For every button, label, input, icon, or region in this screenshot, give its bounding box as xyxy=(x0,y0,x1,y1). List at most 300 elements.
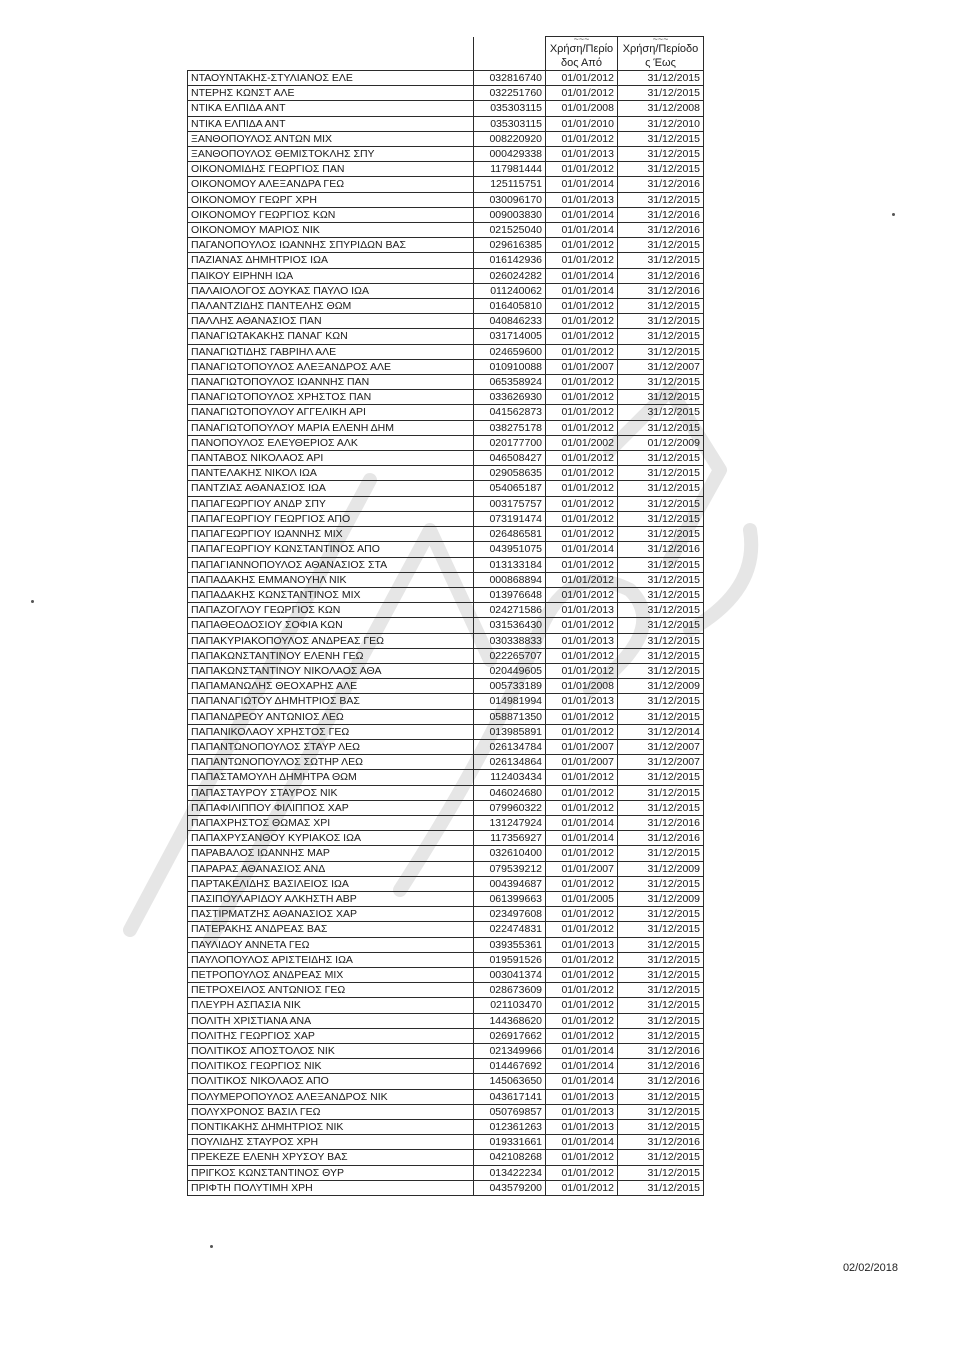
from-date-cell: 01/01/2014 xyxy=(546,177,618,192)
from-date-cell: 01/01/2012 xyxy=(546,1013,618,1028)
afm-cell: 050769857 xyxy=(474,1104,546,1119)
afm-cell: 046508427 xyxy=(474,451,546,466)
afm-cell: 030338833 xyxy=(474,633,546,648)
from-date-cell: 01/01/2007 xyxy=(546,739,618,754)
header-name-cell xyxy=(188,37,474,71)
table-row xyxy=(188,755,704,770)
afm-cell: 026024282 xyxy=(474,268,546,283)
table-row xyxy=(188,587,704,602)
afm-cell: 022474831 xyxy=(474,922,546,937)
table-row xyxy=(188,663,704,678)
to-date-cell: 31/12/2015 xyxy=(618,314,704,329)
table-row xyxy=(188,876,704,891)
afm-cell: 013133184 xyxy=(474,557,546,572)
table-row xyxy=(188,724,704,739)
from-date-cell: 01/01/2014 xyxy=(546,268,618,283)
afm-cell: 003175757 xyxy=(474,496,546,511)
scan-speck xyxy=(892,213,895,216)
to-date-cell: 31/12/2015 xyxy=(618,557,704,572)
afm-cell: 000429338 xyxy=(474,147,546,162)
table-row xyxy=(188,405,704,420)
table-row xyxy=(188,542,704,557)
table-header-row xyxy=(188,37,704,71)
from-date-cell: 01/01/2012 xyxy=(546,922,618,937)
afm-cell: 008220920 xyxy=(474,131,546,146)
from-date-cell: 01/01/2012 xyxy=(546,983,618,998)
table-row xyxy=(188,314,704,329)
from-date-cell: 01/01/2012 xyxy=(546,299,618,314)
from-date-cell: 01/01/2012 xyxy=(546,329,618,344)
afm-cell: 020449605 xyxy=(474,663,546,678)
name-cell: ΠΛΕΥΡΗ ΑΣΠΑΣΙΑ ΝΙΚ xyxy=(188,998,474,1013)
name-cell: ΠΑΝΑΓΙΩΤΙΔΗΣ ΓΑΒΡΙΗΛ ΑΛΕ xyxy=(188,344,474,359)
to-date-cell: 31/12/2015 xyxy=(618,496,704,511)
table-row xyxy=(188,329,704,344)
name-cell: ΠΑΠΑΦΙΛΙΠΠΟΥ ΦΙΛΙΠΠΟΣ ΧΑΡ xyxy=(188,800,474,815)
table-row xyxy=(188,709,704,724)
from-date-cell: 01/01/2012 xyxy=(546,375,618,390)
from-date-cell: 01/01/2013 xyxy=(546,603,618,618)
table-row xyxy=(188,299,704,314)
to-date-cell: 31/12/2015 xyxy=(618,1089,704,1104)
name-cell: ΠΑΠΑΝΑΓΙΩΤΟΥ ΔΗΜΗΤΡΙΟΣ ΒΑΣ xyxy=(188,694,474,709)
to-date-cell: 31/12/2015 xyxy=(618,1104,704,1119)
table-row xyxy=(188,116,704,131)
to-date-cell: 31/12/2015 xyxy=(618,253,704,268)
afm-cell: 117981444 xyxy=(474,162,546,177)
afm-cell: 021349966 xyxy=(474,1044,546,1059)
to-date-cell: 31/12/2015 xyxy=(618,1013,704,1028)
table-row xyxy=(188,268,704,283)
name-cell: ΠΑΣΤΙΡΜΑΤΖΗΣ ΑΘΑΝΑΣΙΟΣ ΧΑΡ xyxy=(188,907,474,922)
afm-cell: 005733189 xyxy=(474,679,546,694)
afm-cell: 042108268 xyxy=(474,1150,546,1165)
name-cell: ΠΑΙΚΟΥ ΕΙΡΗΝΗ ΙΩΑ xyxy=(188,268,474,283)
table-row xyxy=(188,451,704,466)
table-row xyxy=(188,147,704,162)
table-body xyxy=(188,71,704,1196)
to-date-cell: 31/12/2015 xyxy=(618,466,704,481)
afm-cell: 014467692 xyxy=(474,1059,546,1074)
afm-cell: 144368620 xyxy=(474,1013,546,1028)
to-date-cell: 31/12/2015 xyxy=(618,663,704,678)
from-date-cell: 01/01/2012 xyxy=(546,496,618,511)
to-date-cell: 31/12/2016 xyxy=(618,1074,704,1089)
afm-cell: 058871350 xyxy=(474,709,546,724)
name-cell: ΠΑΝΤΑΒΟΣ ΝΙΚΟΛΑΟΣ ΑΡΙ xyxy=(188,451,474,466)
table-row xyxy=(188,1104,704,1119)
name-cell: ΠΑΠΑΧΡΥΣΑΝΘΟΥ ΚΥΡΙΑΚΟΣ ΙΩΑ xyxy=(188,831,474,846)
name-cell: ΟΙΚΟΝΟΜΙΔΗΣ ΓΕΩΡΓΙΟΣ ΠΑΝ xyxy=(188,162,474,177)
name-cell: ΠΑΡΑΒΑΛΟΣ ΙΩΑΝΝΗΣ ΜΑΡ xyxy=(188,846,474,861)
from-date-cell: 01/01/2014 xyxy=(546,207,618,222)
name-cell: ΠΑΠΑΔΑΚΗΣ ΕΜΜΑΝΟΥΗΛ ΝΙΚ xyxy=(188,572,474,587)
afm-cell: 038275178 xyxy=(474,420,546,435)
to-date-cell: 31/12/2016 xyxy=(618,1135,704,1150)
name-cell: ΠΑΠΑΝΙΚΟΛΑΟΥ ΧΡΗΣΤΟΣ ΓΕΩ xyxy=(188,724,474,739)
from-date-cell: 01/01/2012 xyxy=(546,481,618,496)
from-date-cell: 01/01/2007 xyxy=(546,861,618,876)
table-row xyxy=(188,435,704,450)
name-cell: ΠΑΠΑΚΩΝΣΤΑΝΤΙΝΟΥ ΝΙΚΟΛΑΟΣ ΑΘΑ xyxy=(188,663,474,678)
name-cell: ΠΑΠΑΔΑΚΗΣ ΚΩΝΣΤΑΝΤΙΝΟΣ ΜΙΧ xyxy=(188,587,474,602)
table-row xyxy=(188,572,704,587)
table-row xyxy=(188,846,704,861)
name-cell: ΝΤΙΚΑ ΕΛΠΙΔΑ ΑΝΤ xyxy=(188,101,474,116)
afm-cell: 125115751 xyxy=(474,177,546,192)
to-date-cell: 31/12/2015 xyxy=(618,86,704,101)
afm-cell: 024659600 xyxy=(474,344,546,359)
header-afm-cell xyxy=(474,37,546,71)
name-cell: ΠΑΠΑΚΩΝΣΤΑΝΤΙΝΟΥ ΕΛΕΝΗ ΓΕΩ xyxy=(188,648,474,663)
to-date-cell: 31/12/2015 xyxy=(618,785,704,800)
from-date-cell: 01/01/2012 xyxy=(546,967,618,982)
afm-cell: 079539212 xyxy=(474,861,546,876)
afm-cell: 019591526 xyxy=(474,952,546,967)
scan-speck xyxy=(210,1245,213,1248)
from-date-cell: 01/01/2013 xyxy=(546,1104,618,1119)
name-cell: ΠΡΙΦΤΗ ΠΟΛΥΤΙΜΗ ΧΡΗ xyxy=(188,1180,474,1195)
table-row xyxy=(188,618,704,633)
name-cell: ΠΑΠΑΣΤΑΥΡΟΥ ΣΤΑΥΡΟΣ ΝΙΚ xyxy=(188,785,474,800)
from-date-cell: 01/01/2014 xyxy=(546,1074,618,1089)
afm-cell: 054065187 xyxy=(474,481,546,496)
table-row xyxy=(188,983,704,998)
to-date-cell: 31/12/2015 xyxy=(618,1165,704,1180)
afm-cell: 079960322 xyxy=(474,800,546,815)
to-date-cell: 01/12/2009 xyxy=(618,435,704,450)
table-row xyxy=(188,694,704,709)
afm-cell: 073191474 xyxy=(474,511,546,526)
table-row xyxy=(188,375,704,390)
name-cell: ΠΑΠΑΧΡΗΣΤΟΣ ΘΩΜΑΣ ΧΡΙ xyxy=(188,815,474,830)
name-cell: ΠΑΛΑΙΟΛΟΓΟΣ ΔΟΥΚΑΣ ΠΑΥΛΟ ΙΩΑ xyxy=(188,283,474,298)
name-cell: ΠΟΛΙΤΙΚΟΣ ΝΙΚΟΛΑΟΣ ΑΠΟ xyxy=(188,1074,474,1089)
table-row xyxy=(188,527,704,542)
table-row xyxy=(188,891,704,906)
table-row xyxy=(188,253,704,268)
afm-cell: 040846233 xyxy=(474,314,546,329)
table-row xyxy=(188,633,704,648)
name-cell: ΠΑΝΤΕΛΑΚΗΣ ΝΙΚΟΛ ΙΩΑ xyxy=(188,466,474,481)
afm-cell: 021103470 xyxy=(474,998,546,1013)
from-date-cell: 01/01/2014 xyxy=(546,1044,618,1059)
table-row xyxy=(188,1013,704,1028)
to-date-cell: 31/12/2016 xyxy=(618,1059,704,1074)
to-date-cell: 31/12/2015 xyxy=(618,770,704,785)
table-row xyxy=(188,648,704,663)
afm-cell: 043579200 xyxy=(474,1180,546,1195)
afm-cell: 035303115 xyxy=(474,116,546,131)
from-date-cell: 01/01/2012 xyxy=(546,390,618,405)
afm-cell: 011240062 xyxy=(474,283,546,298)
to-date-cell: 31/12/2015 xyxy=(618,390,704,405)
to-date-cell: 31/12/2009 xyxy=(618,891,704,906)
from-date-cell: 01/01/2012 xyxy=(546,907,618,922)
to-date-cell: 31/12/2015 xyxy=(618,162,704,177)
from-date-cell: 01/01/2007 xyxy=(546,755,618,770)
to-date-cell: 31/12/2016 xyxy=(618,815,704,830)
from-date-cell: 01/01/2012 xyxy=(546,527,618,542)
to-date-cell: 31/12/2015 xyxy=(618,694,704,709)
name-cell: ΠΑΝΑΓΙΩΤΟΠΟΥΛΟΥ ΜΑΡΙΑ ΕΛΕΝΗ ΔΗΜ xyxy=(188,420,474,435)
name-cell: ΠΑΡΑΡΑΣ ΑΘΑΝΑΣΙΟΣ ΑΝΔ xyxy=(188,861,474,876)
afm-cell: 065358924 xyxy=(474,375,546,390)
name-cell: ΞΑΝΘΟΠΟΥΛΟΣ ΑΝΤΩΝ ΜΙΧ xyxy=(188,131,474,146)
afm-cell: 041562873 xyxy=(474,405,546,420)
table-row xyxy=(188,1059,704,1074)
header-from-top: Χρήση/Περίο xyxy=(549,43,614,55)
afm-cell: 043617141 xyxy=(474,1089,546,1104)
name-cell: ΟΙΚΟΝΟΜΟΥ ΓΕΩΡΓΙΟΣ ΚΩΝ xyxy=(188,207,474,222)
scan-speck xyxy=(31,600,34,603)
name-cell: ΠΟΥΛΙΔΗΣ ΣΤΑΥΡΟΣ ΧΡΗ xyxy=(188,1135,474,1150)
afm-cell: 039355361 xyxy=(474,937,546,952)
name-cell: ΠΑΠΑΓΙΑΝΝΟΠΟΥΛΟΣ ΑΘΑΝΑΣΙΟΣ ΣΤΑ xyxy=(188,557,474,572)
from-date-cell: 01/01/2012 xyxy=(546,663,618,678)
to-date-cell: 31/12/2016 xyxy=(618,283,704,298)
name-cell: ΝΤΕΡΗΣ ΚΩΝΣΤ ΑΛΕ xyxy=(188,86,474,101)
from-date-cell: 01/01/2012 xyxy=(546,1150,618,1165)
afm-cell: 003041374 xyxy=(474,967,546,982)
afm-cell: 032251760 xyxy=(474,86,546,101)
to-date-cell: 31/12/2015 xyxy=(618,937,704,952)
name-cell: ΠΑΥΛΙΔΟΥ ΑΝΝΕΤΑ ΓΕΩ xyxy=(188,937,474,952)
to-date-cell: 31/12/2015 xyxy=(618,344,704,359)
table-row xyxy=(188,131,704,146)
name-cell: ΠΑΠΑΘΕΟΔΟΣΙΟΥ ΣΟΦΙΑ ΚΩΝ xyxy=(188,618,474,633)
table-row xyxy=(188,1165,704,1180)
name-cell: ΠΕΤΡΟΧΕΙΛΟΣ ΑΝΤΩΝΙΟΣ ΓΕΩ xyxy=(188,983,474,998)
to-date-cell: 31/12/2015 xyxy=(618,572,704,587)
from-date-cell: 01/01/2013 xyxy=(546,1089,618,1104)
to-date-cell: 31/12/2016 xyxy=(618,542,704,557)
name-cell: ΝΤΙΚΑ ΕΛΠΙΔΑ ΑΝΤ xyxy=(188,116,474,131)
afm-cell: 026486581 xyxy=(474,527,546,542)
afm-cell: 021525040 xyxy=(474,223,546,238)
to-date-cell: 31/12/2015 xyxy=(618,420,704,435)
afm-cell: 043951075 xyxy=(474,542,546,557)
to-date-cell: 31/12/2015 xyxy=(618,511,704,526)
from-date-cell: 01/01/2012 xyxy=(546,846,618,861)
name-cell: ΠΑΝΑΓΙΩΤΟΠΟΥΛΟΣ ΑΛΕΞΑΝΔΡΟΣ ΑΛΕ xyxy=(188,359,474,374)
header-from-cell xyxy=(546,37,618,71)
from-date-cell: 01/01/2008 xyxy=(546,101,618,116)
afm-cell: 117356927 xyxy=(474,831,546,846)
table-row xyxy=(188,420,704,435)
table-row xyxy=(188,1135,704,1150)
from-date-cell: 01/01/2014 xyxy=(546,831,618,846)
to-date-cell: 31/12/2015 xyxy=(618,1120,704,1135)
to-date-cell: 31/12/2015 xyxy=(618,907,704,922)
to-date-cell: 31/12/2016 xyxy=(618,831,704,846)
from-date-cell: 01/01/2012 xyxy=(546,71,618,86)
to-date-cell: 31/12/2015 xyxy=(618,709,704,724)
from-date-cell: 01/01/2012 xyxy=(546,466,618,481)
afm-cell: 016142936 xyxy=(474,253,546,268)
from-date-cell: 01/01/2012 xyxy=(546,162,618,177)
to-date-cell: 31/12/2015 xyxy=(618,131,704,146)
to-date-cell: 31/12/2015 xyxy=(618,846,704,861)
from-date-cell: 01/01/2005 xyxy=(546,891,618,906)
table-row xyxy=(188,952,704,967)
afm-cell: 031536430 xyxy=(474,618,546,633)
name-cell: ΠΡΕΚΕΖΕ ΕΛΕΝΗ ΧΡΥΣΟΥ ΒΑΣ xyxy=(188,1150,474,1165)
table-row xyxy=(188,207,704,222)
to-date-cell: 31/12/2015 xyxy=(618,952,704,967)
to-date-cell: 31/12/2015 xyxy=(618,451,704,466)
table-row xyxy=(188,831,704,846)
afm-cell: 112403434 xyxy=(474,770,546,785)
name-cell: ΟΙΚΟΝΟΜΟΥ ΜΑΡΙΟΣ ΝΙΚ xyxy=(188,223,474,238)
header-to-top: Χρήση/Περίοδο xyxy=(622,43,699,55)
footer-date: 02/02/2018 xyxy=(842,1262,898,1274)
table-row xyxy=(188,1089,704,1104)
to-date-cell: 31/12/2015 xyxy=(618,967,704,982)
table-row xyxy=(188,998,704,1013)
table-row xyxy=(188,283,704,298)
table-row xyxy=(188,238,704,253)
from-date-cell: 01/01/2014 xyxy=(546,283,618,298)
table-row xyxy=(188,86,704,101)
table-row xyxy=(188,344,704,359)
afm-cell: 029616385 xyxy=(474,238,546,253)
name-cell: ΠΟΝΤΙΚΑΚΗΣ ΔΗΜΗΤΡΙΟΣ ΝΙΚ xyxy=(188,1120,474,1135)
afm-cell: 028673609 xyxy=(474,983,546,998)
afm-cell: 016405810 xyxy=(474,299,546,314)
name-cell: ΞΑΝΘΟΠΟΥΛΟΣ ΘΕΜΙΣΤΟΚΛΗΣ ΣΠΥ xyxy=(188,147,474,162)
to-date-cell: 31/12/2015 xyxy=(618,800,704,815)
afm-cell: 004394687 xyxy=(474,876,546,891)
name-cell: ΠΑΝΑΓΙΩΤΟΠΟΥΛΟΣ ΧΡΗΣΤΟΣ ΠΑΝ xyxy=(188,390,474,405)
from-date-cell: 01/01/2014 xyxy=(546,542,618,557)
name-cell: ΠΑΠΑΚΥΡΙΑΚΟΠΟΥΛΟΣ ΑΝΔΡΕΑΣ ΓΕΩ xyxy=(188,633,474,648)
table-row xyxy=(188,496,704,511)
name-cell: ΠΑΛΛΗΣ ΑΘΑΝΑΣΙΟΣ ΠΑΝ xyxy=(188,314,474,329)
from-date-cell: 01/01/2013 xyxy=(546,192,618,207)
table-row xyxy=(188,192,704,207)
from-date-cell: 01/01/2012 xyxy=(546,876,618,891)
from-date-cell: 01/01/2014 xyxy=(546,1059,618,1074)
afm-cell: 026134864 xyxy=(474,755,546,770)
afm-cell: 013976648 xyxy=(474,587,546,602)
name-cell: ΠΑΥΛΟΠΟΥΛΟΣ ΑΡΙΣΤΕΙΔΗΣ ΙΩΑ xyxy=(188,952,474,967)
afm-cell: 012361263 xyxy=(474,1120,546,1135)
afm-cell: 010910088 xyxy=(474,359,546,374)
afm-cell: 020177700 xyxy=(474,435,546,450)
from-date-cell: 01/01/2012 xyxy=(546,131,618,146)
name-cell: ΠΑΠΑΓΕΩΡΓΙΟΥ ΓΕΩΡΓΙΟΣ ΑΠΟ xyxy=(188,511,474,526)
name-cell: ΠΑΡΤΑΚΕΛΙΔΗΣ ΒΑΣΙΛΕΙΟΣ ΙΩΑ xyxy=(188,876,474,891)
name-cell: ΠΑΤΕΡΑΚΗΣ ΑΝΔΡΕΑΣ ΒΑΣ xyxy=(188,922,474,937)
to-date-cell: 31/12/2015 xyxy=(618,1028,704,1043)
records-table xyxy=(187,36,704,1196)
from-date-cell: 01/01/2002 xyxy=(546,435,618,450)
afm-cell: 031714005 xyxy=(474,329,546,344)
to-date-cell: 31/12/2016 xyxy=(618,223,704,238)
name-cell: ΠΟΛΙΤΙΚΟΣ ΑΠΟΣΤΟΛΟΣ ΝΙΚ xyxy=(188,1044,474,1059)
to-date-cell: 31/12/2015 xyxy=(618,587,704,602)
table-row xyxy=(188,71,704,86)
afm-cell: 009003830 xyxy=(474,207,546,222)
to-date-cell: 31/12/2007 xyxy=(618,359,704,374)
table-row xyxy=(188,511,704,526)
table-row xyxy=(188,861,704,876)
table-row xyxy=(188,223,704,238)
to-date-cell: 31/12/2015 xyxy=(618,147,704,162)
table-row xyxy=(188,679,704,694)
from-date-cell: 01/01/2012 xyxy=(546,451,618,466)
header-to-cell xyxy=(618,37,704,71)
from-date-cell: 01/01/2012 xyxy=(546,1028,618,1043)
from-date-cell: 01/01/2013 xyxy=(546,694,618,709)
afm-cell: 032610400 xyxy=(474,846,546,861)
to-date-cell: 31/12/2016 xyxy=(618,207,704,222)
from-date-cell: 01/01/2013 xyxy=(546,633,618,648)
name-cell: ΠΑΠΑΣΤΑΜΟΥΛΗ ΔΗΜΗΤΡΑ ΘΩΜ xyxy=(188,770,474,785)
name-cell: ΟΙΚΟΝΟΜΟΥ ΑΛΕΞΑΝΔΡΑ ΓΕΩ xyxy=(188,177,474,192)
table-row xyxy=(188,359,704,374)
table-row xyxy=(188,1044,704,1059)
name-cell: ΠΑΠΑΓΕΩΡΓΙΟΥ ΙΩΑΝΝΗΣ ΜΙΧ xyxy=(188,527,474,542)
name-cell: ΠΑΠΑΝΤΩΝΟΠΟΥΛΟΣ ΣΩΤΗΡ ΛΕΩ xyxy=(188,755,474,770)
name-cell: ΠΑΝΤΖΙΑΣ ΑΘΑΝΑΣΙΟΣ ΙΩΑ xyxy=(188,481,474,496)
name-cell: ΠΑΠΑΝΔΡΕΟΥ ΑΝΤΩΝΙΟΣ ΛΕΩ xyxy=(188,709,474,724)
from-date-cell: 01/01/2012 xyxy=(546,998,618,1013)
from-date-cell: 01/01/2007 xyxy=(546,359,618,374)
from-date-cell: 01/01/2013 xyxy=(546,1120,618,1135)
to-date-cell: 31/12/2015 xyxy=(618,922,704,937)
to-date-cell: 31/12/2007 xyxy=(618,755,704,770)
name-cell: ΠΑΝΑΓΙΩΤΟΠΟΥΛΟΥ ΑΓΓΕΛΙΚΗ ΑΡΙ xyxy=(188,405,474,420)
from-date-cell: 01/01/2012 xyxy=(546,420,618,435)
name-cell: ΠΟΛΥΜΕΡΟΠΟΥΛΟΣ ΑΛΕΞΑΝΔΡΟΣ ΝΙΚ xyxy=(188,1089,474,1104)
to-date-cell: 31/12/2015 xyxy=(618,192,704,207)
from-date-cell: 01/01/2012 xyxy=(546,709,618,724)
from-date-cell: 01/01/2014 xyxy=(546,223,618,238)
afm-cell: 024271586 xyxy=(474,603,546,618)
to-date-cell: 31/12/2014 xyxy=(618,724,704,739)
to-date-cell: 31/12/2015 xyxy=(618,1180,704,1195)
name-cell: ΠΟΛΙΤΙΚΟΣ ΓΕΩΡΓΙΟΣ ΝΙΚ xyxy=(188,1059,474,1074)
table-row xyxy=(188,937,704,952)
to-date-cell: 31/12/2015 xyxy=(618,983,704,998)
from-date-cell: 01/01/2013 xyxy=(546,147,618,162)
afm-cell: 030096170 xyxy=(474,192,546,207)
name-cell: ΝΤΑΟΥΝΤΑΚΗΣ-ΣΤΥΛΙΑΝΟΣ ΕΛΕ xyxy=(188,71,474,86)
name-cell: ΠΑΛΑΝΤΖΙΔΗΣ ΠΑΝΤΕΛΗΣ ΘΩΜ xyxy=(188,299,474,314)
afm-cell: 131247924 xyxy=(474,815,546,830)
table-row xyxy=(188,1150,704,1165)
from-date-cell: 01/01/2012 xyxy=(546,648,618,663)
to-date-cell: 31/12/2015 xyxy=(618,527,704,542)
name-cell: ΠΑΖΙΑΝΑΣ ΔΗΜΗΤΡΙΟΣ ΙΩΑ xyxy=(188,253,474,268)
name-cell: ΠΑΝΑΓΙΩΤΟΠΟΥΛΟΣ ΙΩΑΝΝΗΣ ΠΑΝ xyxy=(188,375,474,390)
from-date-cell: 01/01/2012 xyxy=(546,253,618,268)
table-row xyxy=(188,1180,704,1195)
to-date-cell: 31/12/2015 xyxy=(618,71,704,86)
to-date-cell: 31/12/2010 xyxy=(618,116,704,131)
table-row xyxy=(188,785,704,800)
name-cell: ΠΑΠΑΖΟΓΛΟΥ ΓΕΩΡΓΙΟΣ ΚΩΝ xyxy=(188,603,474,618)
from-date-cell: 01/01/2010 xyxy=(546,116,618,131)
name-cell: ΠΑΓΑΝΟΠΟΥΛΟΣ ΙΩΑΝΝΗΣ ΣΠΥΡΙΔΩΝ ΒΑΣ xyxy=(188,238,474,253)
to-date-cell: 31/12/2008 xyxy=(618,101,704,116)
from-date-cell: 01/01/2012 xyxy=(546,724,618,739)
from-date-cell: 01/01/2012 xyxy=(546,314,618,329)
afm-cell: 019331661 xyxy=(474,1135,546,1150)
from-date-cell: 01/01/2012 xyxy=(546,344,618,359)
